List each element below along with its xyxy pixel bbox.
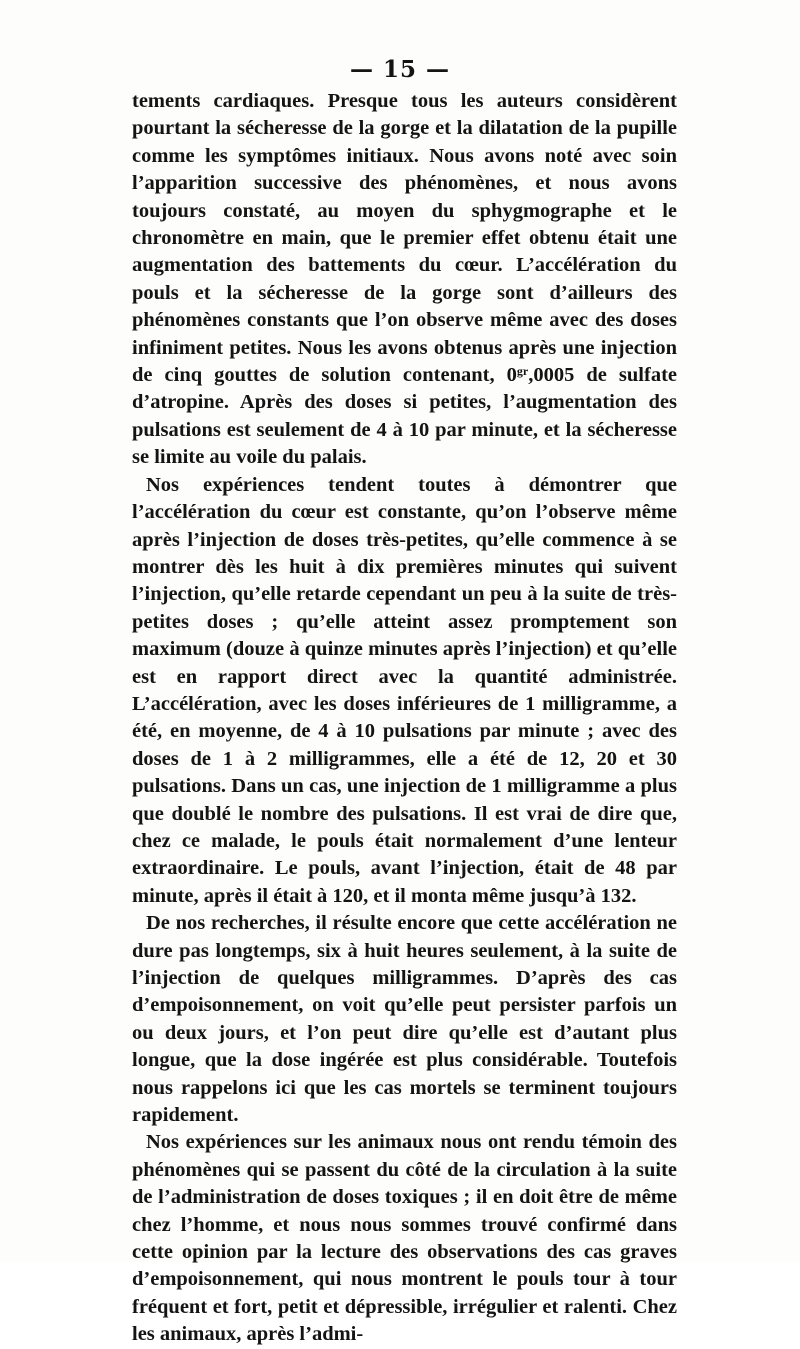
- body-text: [132, 88, 677, 1349]
- page-number: — 15 —: [349, 56, 451, 83]
- paragraph-1-text-after: de sulfate d’atropine. Après des doses si petites, l’augmentation des pulsations est seulement de 4 à 10 par minute, et la sécheresse se limite au voile du palais.: [132, 364, 677, 469]
- dose-decimal: ,0005: [528, 364, 575, 387]
- dose-value: 0: [506, 364, 517, 387]
- paragraph-4: Nos expériences sur les animaux nous ont rendu témoin des phénomènes qui se passent du côté de la circulation à la suite de l’administration de doses toxiques ; il en doit être de même chez l’homme, et nous nous sommes trouvé confirmé dans cette opinion par la lecture des observations des cas graves d’empoisonnement, qui nous montrent le pouls tour à tour fréquent et fort, petit et dépressible, irrégulier et ralenti. Chez les animaux, après l’admi-: [132, 1131, 677, 1346]
- dose-unit: gr: [516, 364, 529, 379]
- paragraph-2: Nos expériences tendent toutes à démontrer que l’accélération du cœur est constante, qu’on l’observe même après l’injection de doses très-petites, qu’elle commence à se montrer dès les huit à dix premières minutes qui suivent l’injection, qu’elle retarde cependant un peu à la suite de très-petites doses ; qu’elle atteint assez promptement son maximum (douze à quinze minutes après l’injection) et qu’elle est en rapport direct avec la quantité administrée. L’accélération, avec les doses inférieures de 1 milligramme, a été, en moyenne, de 4 à 10 pulsations par minute ; avec des doses de 1 à 2 milligrammes, elle a été de 12, 20 et 30 pulsations. Dans un cas, une injection de 1 milligramme a plus que doublé le nombre des pulsations. Il est vrai de dire que, chez ce malade, le pouls était normalement d’une lenteur extraordinaire. Le pouls, avant l’injection, était de 48 par minute, après il était à 120, et il monta même jusqu’à 132.: [132, 473, 677, 907]
- paragraph-3: De nos recherches, il résulte encore que cette accélération ne dure pas longtemps, six à huit heures seulement, à la suite de l’injection de quelques milligrammes. D’après des cas d’empoisonnement, on voit qu’elle peut persister parfois un ou deux jours, et l’on peut dire qu’elle est d’autant plus longue, que la dose ingérée est plus considérable. Toutefois nous rappelons ici que les cas mortels se terminent toujours rapidement.: [132, 912, 677, 1127]
- paragraph-1-text: tements cardiaques. Presque tous les auteurs considèrent pourtant la sécheresse de la gorge et la dilatation de la pupille comme les symptômes initiaux. Nous avons noté avec soin l’apparition successive des phénomènes, et nous avons toujours constaté, au moyen du sphygmographe et le chronomètre en main, que le premier effet obtenu était une augmentation des battements du cœur. L’accélération du pouls et la sécheresse de la gorge sont d’ailleurs des phénomènes constants que l’on observe même avec des doses infiniment petites. Nous les avons obtenus après une injection de cinq gouttes de solution contenant,: [132, 90, 677, 387]
- paragraph-1: [132, 88, 677, 472]
